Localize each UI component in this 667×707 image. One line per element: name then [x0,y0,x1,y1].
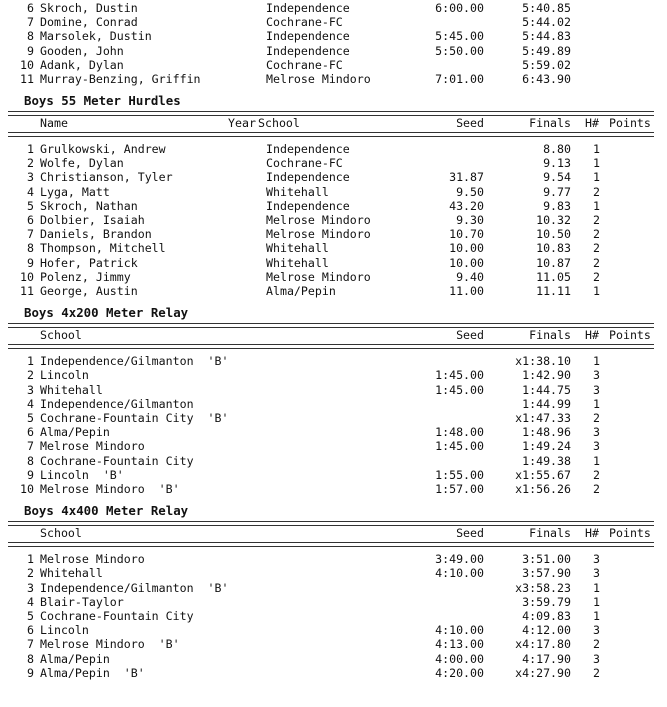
seed-cell: 4:00.00 [435,651,484,666]
school-cell: Melrose Mindoro [266,213,371,227]
heat-cell: 2 [593,467,600,482]
place-cell: 8 [27,241,34,256]
heat-cell: 2 [593,227,600,242]
place-cell: 5 [27,609,34,623]
finals-cell: 11.05 [536,269,571,284]
heat-cell: 1 [593,594,600,609]
column-header-row [0,526,667,540]
place-cell: 6 [27,213,34,227]
heat-cell: 2 [593,665,600,680]
finals-cell: 1:49.24 [522,439,571,454]
finals-cell: 10.83 [536,241,571,256]
place-cell: 10 [20,269,34,284]
school-cell: Independence [266,198,350,213]
header-heat: H# [585,328,599,343]
place-cell: 11 [20,284,34,298]
school-cell: Cochrane-FC [266,57,343,72]
team-cell: Cochrane-Fountain City [40,609,194,623]
seed-cell: 31.87 [449,170,484,185]
finals-cell: 3:59.79 [522,594,571,609]
heat-cell: 2 [593,637,600,652]
header-school: School [40,526,82,541]
school-cell: Whitehall [266,255,329,270]
heat-cell: 1 [593,354,600,369]
team-cell: Melrose Mindoro 'B' [40,482,180,496]
heat-cell: 3 [593,425,600,440]
seed-cell: 3:49.00 [435,552,484,567]
header-school: School [40,328,82,343]
place-cell: 6 [27,425,34,440]
team-cell: Cochrane-Fountain City [40,453,194,468]
heat-cell: 1 [593,284,600,298]
seed-cell: 7:01.00 [435,72,484,86]
event-title: Boys 55 Meter Hurdles [24,93,181,108]
heat-cell: 1 [593,396,600,411]
finals-cell: 10.87 [536,255,571,270]
table-row [0,256,667,270]
team-cell: Lincoln [40,623,89,638]
seed-cell: 43.20 [449,198,484,213]
team-cell: Blair-Taylor [40,594,124,609]
seed-cell: 5:50.00 [435,43,484,58]
place-cell: 4 [27,396,34,411]
seed-cell: 10.00 [449,241,484,256]
place-cell: 8 [27,453,34,468]
team-cell: Independence/Gilmanton 'B' [40,580,229,595]
heat-cell: 2 [593,213,600,227]
table-row [0,354,667,368]
heat-cell: 1 [593,170,600,185]
team-cell: Independence/Gilmanton [40,396,194,411]
event-title: Boys 4x400 Meter Relay [24,503,189,519]
place-cell: 6 [27,623,34,638]
heat-cell: 2 [593,255,600,270]
place-cell: 4 [27,184,34,199]
school-cell: Melrose Mindoro [266,72,371,86]
school-cell: Independence [266,170,350,185]
finals-cell: x3:58.23 [515,580,571,595]
finals-cell: x4:27.90 [515,665,571,680]
heat-cell: 3 [593,651,600,666]
athlete-name-cell: George, Austin [40,284,138,298]
header-school: School [258,116,300,130]
athlete-name-cell: Adank, Dylan [40,57,124,72]
place-cell: 10 [20,57,34,72]
place-cell: 1 [27,354,34,369]
team-cell: Lincoln [40,368,89,383]
seed-cell: 4:13.00 [435,637,484,652]
heat-cell: 1 [593,198,600,213]
heat-cell: 2 [593,184,600,199]
seed-cell: 4:10.00 [435,623,484,638]
seed-cell: 1:45.00 [435,439,484,454]
athlete-name-cell: Murray-Benzing, Griffin [40,72,201,86]
athlete-name-cell: Domine, Conrad [40,15,138,30]
header-points: Points [609,116,651,130]
finals-cell: 9.13 [543,156,571,171]
place-cell: 3 [27,170,34,185]
seed-cell: 10.70 [449,227,484,242]
table-row [0,227,667,241]
table-row [0,199,667,213]
team-cell: Whitehall [40,382,103,397]
double-rule [8,344,654,349]
heat-cell: 2 [593,411,600,425]
place-cell: 7 [27,15,34,30]
table-row [0,284,667,298]
finals-cell: 5:40.85 [522,1,571,15]
table-row [0,623,667,637]
school-cell: Cochrane-FC [266,156,343,171]
school-cell: Cochrane-FC [266,15,343,30]
table-row [0,609,667,623]
double-rule [8,132,654,137]
heat-cell: 2 [593,241,600,256]
finals-cell: 9.83 [543,198,571,213]
table-row [0,270,667,284]
heat-cell: 3 [593,439,600,454]
athlete-name-cell: Thompson, Mitchell [40,241,166,256]
seed-cell: 4:10.00 [435,566,484,581]
column-header-row [0,116,667,130]
event-title: Boys 4x200 Meter Relay [24,305,189,321]
finals-cell: 1:44.75 [522,382,571,397]
finals-cell: 10.32 [536,213,571,227]
seed-cell: 1:55.00 [435,467,484,482]
place-cell: 10 [20,482,34,496]
table-row [0,454,667,468]
athlete-name-cell: Marsolek, Dustin [40,29,152,44]
header-seed: Seed [456,526,484,541]
header-name: Name [40,116,68,130]
table-row [0,72,667,86]
athlete-name-cell: Polenz, Jimmy [40,269,131,284]
school-cell: Independence [266,43,350,58]
seed-cell: 9.40 [456,269,484,284]
place-cell: 8 [27,29,34,44]
seed-cell: 1:45.00 [435,368,484,383]
header-seed: Seed [456,328,484,343]
table-row [0,58,667,72]
seed-cell: 1:48.00 [435,425,484,440]
finals-cell: 1:42.90 [522,368,571,383]
athlete-name-cell: Hofer, Patrick [40,255,138,270]
header-heat: H# [585,116,599,130]
athlete-name-cell: Skroch, Nathan [40,198,138,213]
team-cell: Alma/Pepin [40,425,110,440]
finals-cell: 1:48.96 [522,425,571,440]
athlete-name-cell: Wolfe, Dylan [40,156,124,171]
heat-cell: 1 [593,142,600,156]
seed-cell: 10.00 [449,255,484,270]
table-row [0,44,667,58]
place-cell: 2 [27,566,34,581]
place-cell: 6 [27,1,34,15]
table-row [0,566,667,580]
heat-cell: 1 [593,609,600,623]
seed-cell: 5:45.00 [435,29,484,44]
finals-cell: x4:17.80 [515,637,571,652]
place-cell: 9 [27,467,34,482]
team-cell: Whitehall [40,566,103,581]
header-seed: Seed [456,116,484,130]
table-row [0,170,667,184]
finals-cell: 5:49.89 [522,43,571,58]
table-row [0,29,667,43]
seed-cell: 4:20.00 [435,665,484,680]
place-cell: 1 [27,552,34,567]
seed-cell: 9.30 [456,213,484,227]
table-row [0,241,667,255]
seed-cell: 6:00.00 [435,1,484,15]
table-row [0,482,667,496]
table-row [0,368,667,382]
table-row [0,15,667,29]
finals-cell: 3:57.90 [522,566,571,581]
place-cell: 9 [27,255,34,270]
school-cell: Whitehall [266,184,329,199]
place-cell: 2 [27,368,34,383]
team-cell: Alma/Pepin 'B' [40,665,145,680]
finals-cell: 5:44.83 [522,29,571,44]
table-row [0,581,667,595]
table-row [0,397,667,411]
team-cell: Cochrane-Fountain City 'B' [40,411,229,425]
table-row [0,142,667,156]
team-cell: Alma/Pepin [40,651,110,666]
athlete-name-cell: Dolbier, Isaiah [40,213,145,227]
table-row [0,156,667,170]
finals-cell: x1:56.26 [515,482,571,496]
table-row [0,652,667,666]
finals-cell: 1:49.38 [522,453,571,468]
finals-cell: 3:51.00 [522,552,571,567]
place-cell: 5 [27,411,34,425]
finals-cell: 8.80 [543,142,571,156]
athlete-name-cell: Skroch, Dustin [40,1,138,15]
header-finals: Finals [529,328,571,343]
team-cell: Lincoln 'B' [40,467,124,482]
heat-cell: 2 [593,482,600,496]
heat-cell: 1 [593,580,600,595]
table-row [0,213,667,227]
heat-cell: 2 [593,269,600,284]
place-cell: 5 [27,198,34,213]
table-row [0,468,667,482]
finals-cell: 6:43.90 [522,72,571,86]
place-cell: 1 [27,142,34,156]
school-cell: Alma/Pepin [266,284,336,298]
table-row [0,411,667,425]
seed-cell: 11.00 [449,284,484,298]
finals-cell: 5:59.02 [522,57,571,72]
heat-cell: 1 [593,156,600,171]
heat-cell: 3 [593,552,600,567]
heat-cell: 3 [593,566,600,581]
finals-cell: x1:47.33 [515,411,571,425]
double-rule [8,542,654,547]
place-cell: 9 [27,665,34,680]
finals-cell: 4:09.83 [522,609,571,623]
athlete-name-cell: Gooden, John [40,43,124,58]
place-cell: 9 [27,43,34,58]
header-year: Year [228,116,256,130]
team-cell: Melrose Mindoro 'B' [40,637,180,652]
team-cell: Independence/Gilmanton 'B' [40,354,229,369]
heat-cell: 3 [593,623,600,638]
column-header-row [0,328,667,342]
heat-cell: 3 [593,368,600,383]
header-finals: Finals [529,116,571,130]
athlete-name-cell: Grulkowski, Andrew [40,142,166,156]
table-row [0,185,667,199]
team-cell: Melrose Mindoro [40,439,145,454]
table-row [0,439,667,453]
table-row [0,383,667,397]
school-cell: Independence [266,142,350,156]
team-cell: Melrose Mindoro [40,552,145,567]
seed-cell: 1:45.00 [435,382,484,397]
header-heat: H# [585,526,599,541]
table-row [0,595,667,609]
school-cell: Melrose Mindoro [266,227,371,242]
finals-cell: x1:55.67 [515,467,571,482]
table-row [0,666,667,680]
table-row [0,425,667,439]
table-row [0,637,667,651]
finals-cell: 11.11 [536,284,571,298]
finals-cell: 4:17.90 [522,651,571,666]
finals-cell: 9.77 [543,184,571,199]
school-cell: Independence [266,1,350,15]
finals-cell: 9.54 [543,170,571,185]
school-cell: Melrose Mindoro [266,269,371,284]
school-cell: Whitehall [266,241,329,256]
athlete-name-cell: Daniels, Brandon [40,227,152,242]
school-cell: Independence [266,29,350,44]
place-cell: 4 [27,594,34,609]
table-row [0,552,667,566]
seed-cell: 1:57.00 [435,482,484,496]
finals-cell: x1:38.10 [515,354,571,369]
place-cell: 2 [27,156,34,171]
header-finals: Finals [529,526,571,541]
athlete-name-cell: Lyga, Matt [40,184,110,199]
place-cell: 11 [20,72,34,86]
place-cell: 3 [27,382,34,397]
table-row [0,1,667,15]
header-points: Points [609,526,651,541]
place-cell: 7 [27,637,34,652]
place-cell: 7 [27,439,34,454]
finals-cell: 5:44.02 [522,15,571,30]
heat-cell: 3 [593,382,600,397]
athlete-name-cell: Christianson, Tyler [40,170,173,185]
seed-cell: 9.50 [456,184,484,199]
place-cell: 8 [27,651,34,666]
finals-cell: 10.50 [536,227,571,242]
place-cell: 3 [27,580,34,595]
finals-cell: 1:44.99 [522,396,571,411]
finals-cell: 4:12.00 [522,623,571,638]
place-cell: 7 [27,227,34,242]
heat-cell: 1 [593,453,600,468]
header-points: Points [609,328,651,343]
